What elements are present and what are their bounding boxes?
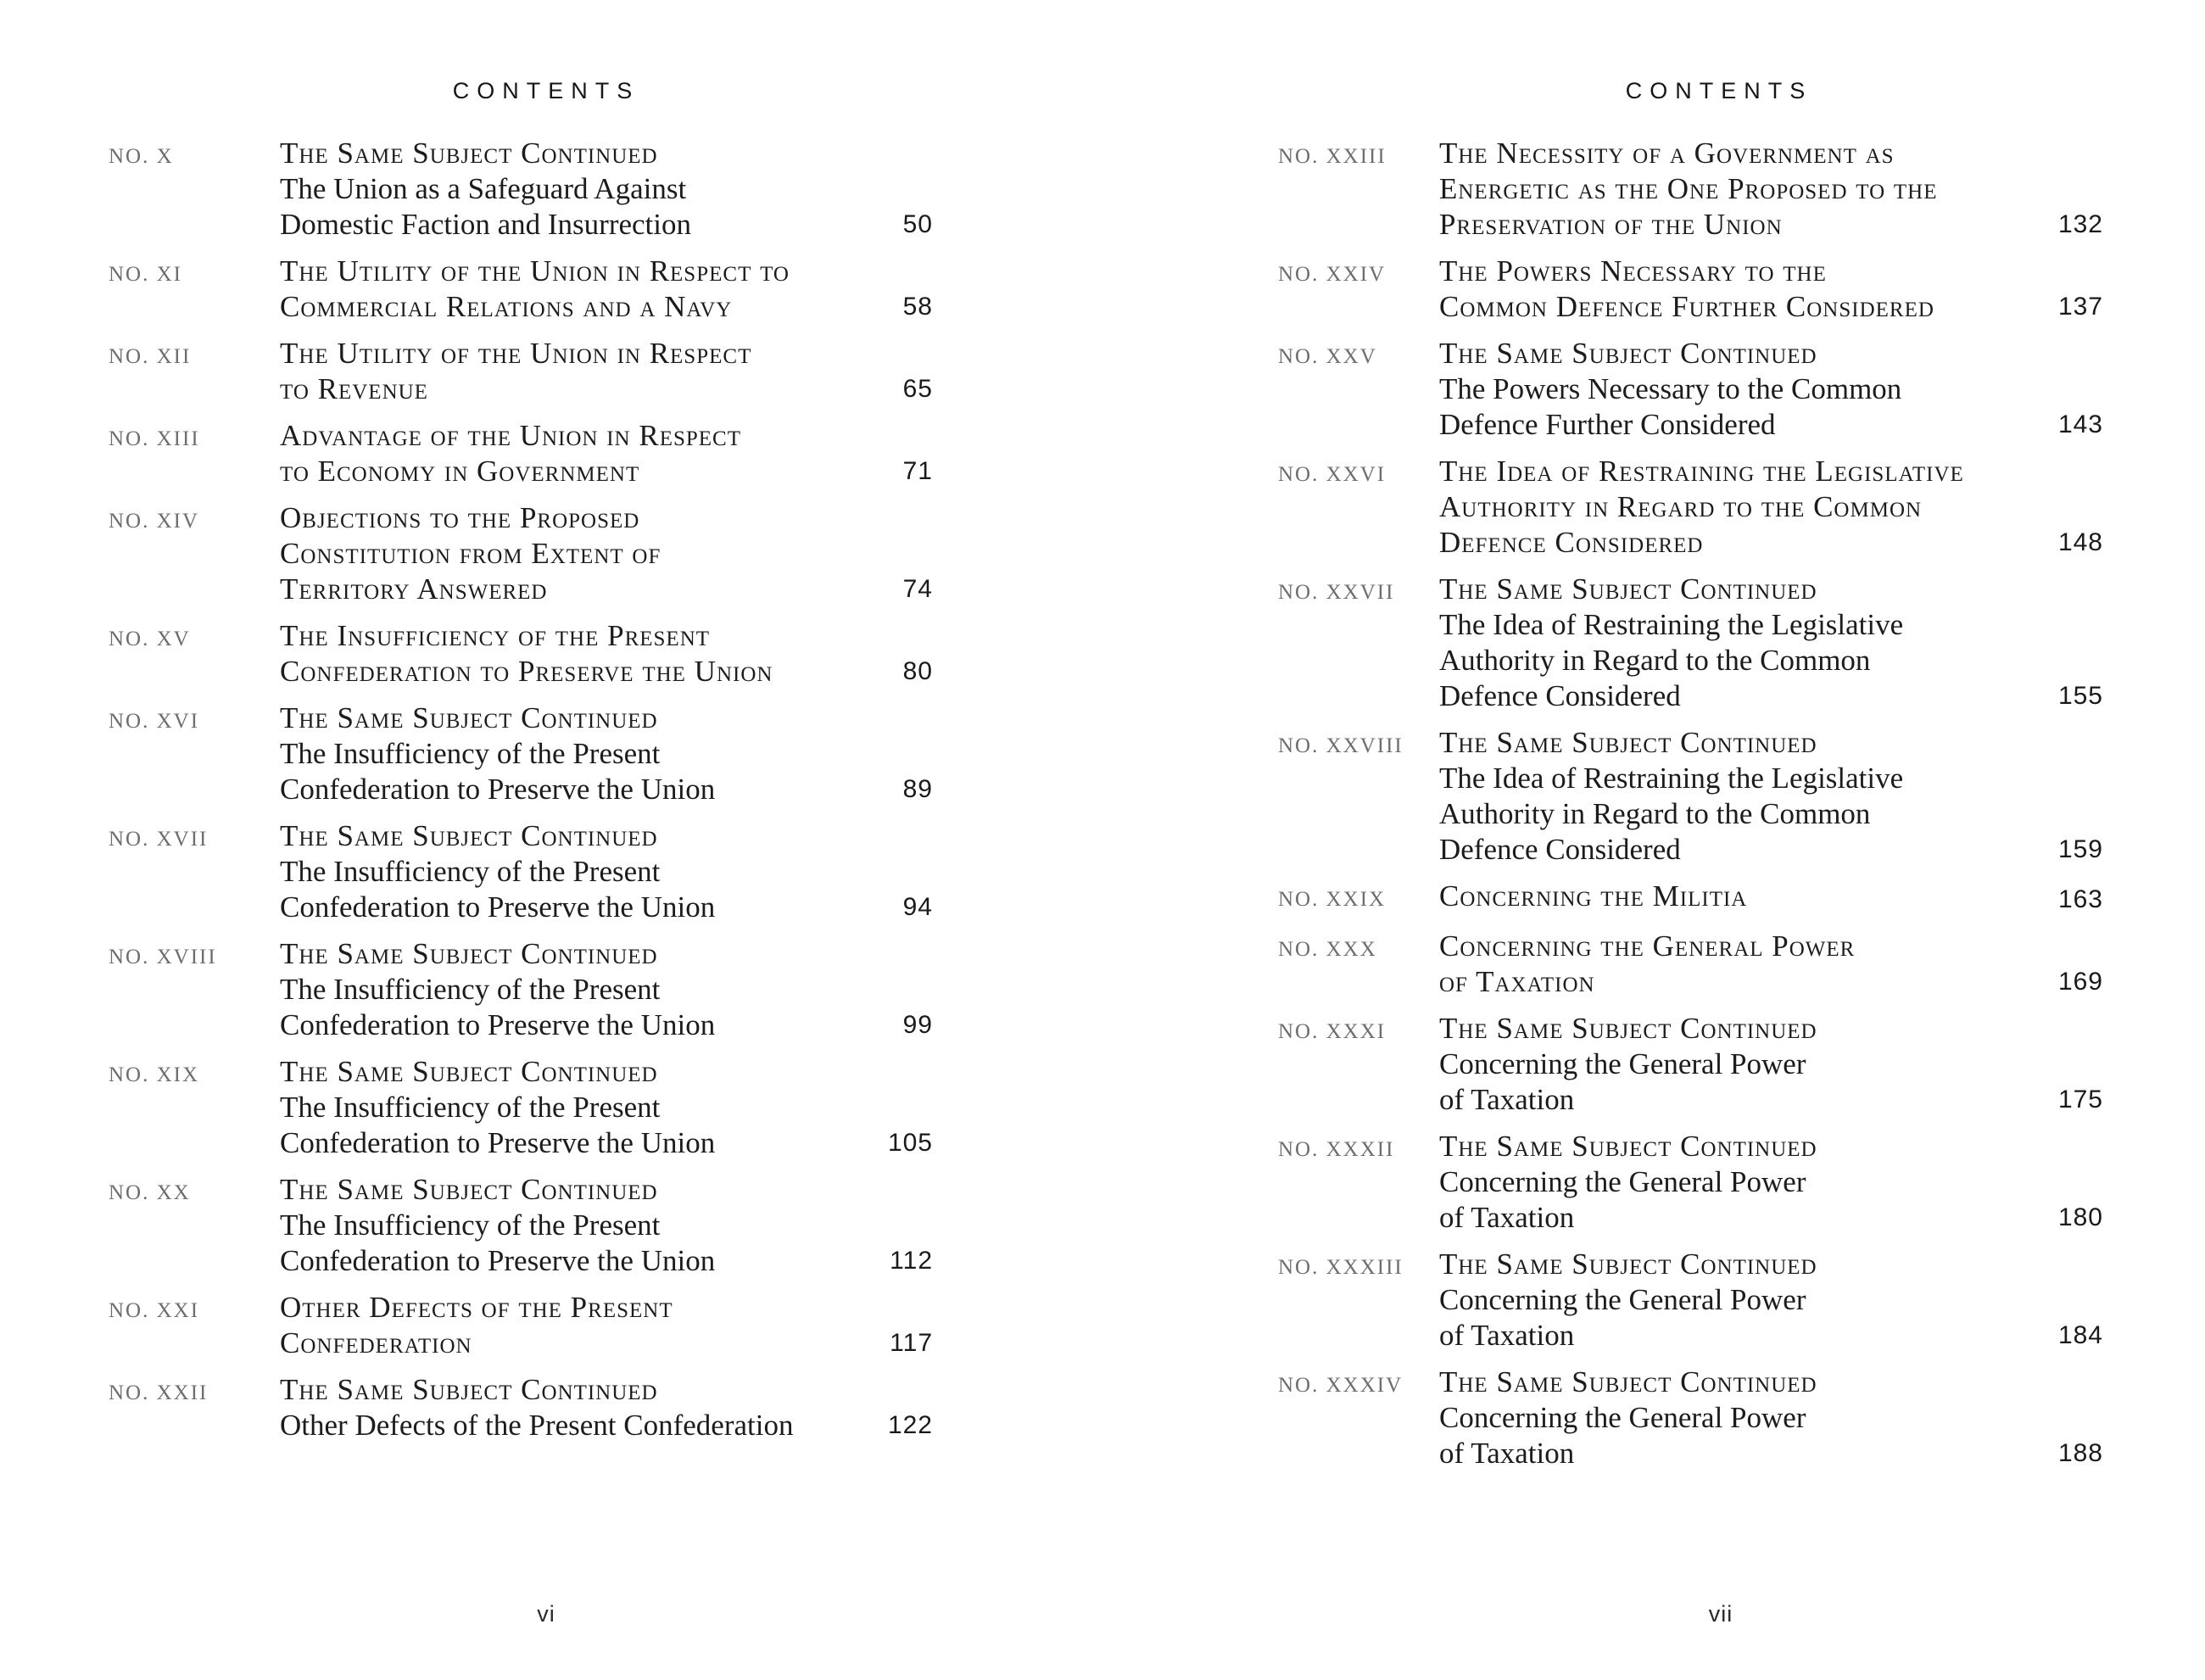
entry-title-line: Concerning the Militia	[1439, 879, 1748, 913]
entry-title-line: The Insufficiency of the Present	[280, 619, 711, 652]
entry-title-line: The Same Subject Continued	[1439, 1365, 1817, 1398]
entry-title-line: Concerning the General Power	[1439, 1283, 1806, 1316]
toc-entry	[1278, 1247, 2103, 1353]
toc-entry	[109, 500, 933, 607]
entry-page-number: 122	[887, 1411, 933, 1439]
entry-page-number: 80	[902, 657, 933, 685]
entry-page-number: 112	[890, 1247, 933, 1275]
entry-page-number: 117	[890, 1329, 933, 1357]
toc-entry	[109, 336, 933, 407]
entry-page-number: 65	[902, 375, 933, 403]
entry-number-label: NO. XXXIII	[1278, 1256, 1404, 1279]
entry-page-number: 137	[2057, 293, 2103, 321]
entry-title-line: The Insufficiency of the Present	[280, 973, 661, 1006]
entry-page-number: 99	[902, 1011, 933, 1039]
entry-number-label: NO. XXI	[109, 1299, 200, 1322]
entry-page-number: 163	[2057, 885, 2103, 913]
toc-entry	[109, 618, 933, 689]
page-title: CONTENTS	[452, 78, 640, 103]
entry-title-line: of Taxation	[1439, 1319, 1575, 1352]
entry-number-label: NO. XXIV	[1278, 263, 1387, 286]
entry-title-line: Objections to the Proposed	[280, 501, 640, 534]
toc-entry	[109, 1372, 933, 1443]
entry-title-line: Authority in Regard to the Common	[1439, 644, 1871, 677]
entry-title-line: The Same Subject Continued	[1439, 1130, 1817, 1163]
entry-title	[280, 818, 715, 925]
entry-number-label: NO. XXVI	[1278, 463, 1387, 486]
entry-number-label: NO. XI	[109, 263, 182, 286]
entry-title-line: The Idea of Restraining the Legislative	[1439, 608, 1904, 641]
entry-title-line: Authority in Regard to the Common	[1439, 490, 1923, 523]
entry-title-line: of Taxation	[1439, 1437, 1575, 1470]
entry-title	[280, 1290, 673, 1361]
toc-page	[1102, 0, 2205, 1680]
entry-page-number: 58	[902, 293, 933, 321]
entry-title	[280, 936, 715, 1043]
toc-entry	[1278, 929, 2103, 1000]
entry-title-line: of Taxation	[1439, 1201, 1575, 1234]
entry-number-label: NO. XVIII	[109, 946, 217, 968]
toc-entry	[1278, 336, 2103, 443]
toc-entry	[109, 1054, 933, 1161]
entry-title-line: Defence Further Considered	[1439, 408, 1776, 441]
toc-entry	[1278, 1011, 2103, 1118]
toc-entry	[1278, 1129, 2103, 1236]
entry-number-label: NO. X	[109, 145, 174, 168]
entry-title	[280, 500, 661, 607]
toc-page	[0, 0, 1102, 1680]
entry-number-label: NO. XVII	[109, 828, 209, 851]
entry-number-label: NO. XIX	[109, 1063, 200, 1086]
toc-entry	[1278, 572, 2103, 714]
entry-page-number: 71	[902, 457, 933, 485]
entry-title-line: The Same Subject Continued	[280, 1173, 658, 1206]
entry-title	[280, 136, 691, 243]
entry-title-line: Concerning the General Power	[1439, 1047, 1806, 1080]
entry-title-line: Other Defects of the Present Confederation	[280, 1409, 794, 1442]
toc-entry	[109, 936, 933, 1043]
entry-title-line: Concerning the General Power	[1439, 1165, 1806, 1198]
entry-title	[280, 618, 773, 689]
entry-title-line: The Same Subject Continued	[280, 137, 658, 170]
entry-title-line: Confederation to Preserve the Union	[280, 773, 716, 806]
entry-title	[1439, 929, 1855, 1000]
entry-title-line: Constitution from Extent of	[280, 537, 662, 570]
entry-title-line: to Economy in Government	[280, 455, 640, 488]
toc-entry	[109, 254, 933, 325]
entry-title-line: Domestic Faction and Insurrection	[280, 208, 692, 241]
entry-title	[280, 1372, 793, 1443]
entry-title-line: The Powers Necessary to the	[1439, 254, 1827, 287]
entry-title	[280, 254, 790, 325]
entry-title-line: The Utility of the Union in Respect	[280, 337, 752, 370]
entry-title-line: Confederation	[280, 1326, 472, 1359]
toc-entry	[109, 818, 933, 925]
entry-title	[1439, 136, 1937, 243]
entry-title	[280, 1172, 715, 1279]
entry-title-line: The Powers Necessary to the Common	[1439, 372, 1902, 405]
entry-number-label: NO. XXX	[1278, 938, 1377, 961]
toc-entry	[1278, 725, 2103, 868]
entry-number-label: NO. XIV	[109, 510, 200, 533]
entry-title-line: The Same Subject Continued	[1439, 1247, 1817, 1281]
entry-title	[1439, 454, 1964, 561]
entry-page-number: 74	[902, 575, 933, 603]
entry-page-number: 132	[2057, 210, 2103, 238]
entry-page-number: 175	[2057, 1086, 2103, 1113]
entry-title-line: The Idea of Restraining the Legislative	[1439, 762, 1904, 795]
entry-title-line: of Taxation	[1439, 965, 1595, 998]
page-title: CONTENTS	[1625, 78, 1813, 103]
entry-number-label: NO. XXXI	[1278, 1020, 1387, 1043]
entry-number-label: NO. XXIII	[1278, 145, 1387, 168]
entry-title-line: of Taxation	[1439, 1083, 1575, 1116]
entry-title-line: Advantage of the Union in Respect	[280, 419, 742, 452]
entry-title	[1439, 1129, 1817, 1236]
entry-title-line: Concerning the General Power	[1439, 929, 1856, 963]
entry-title-line: Concerning the General Power	[1439, 1401, 1806, 1434]
entry-title-line: The Same Subject Continued	[280, 937, 658, 970]
entry-title-line: Energetic as the One Proposed to the	[1439, 172, 1938, 205]
toc-entry	[109, 136, 933, 243]
entry-title	[280, 336, 751, 407]
entry-title-line: Confederation to Preserve the Union	[280, 1244, 716, 1277]
toc-entry	[1278, 254, 2103, 325]
entry-title-line: The Idea of Restraining the Legislative	[1439, 455, 1964, 488]
entry-title-line: The Same Subject Continued	[280, 1055, 658, 1088]
entry-number-label: NO. XXIX	[1278, 888, 1387, 911]
entry-title-line: The Insufficiency of the Present	[280, 855, 661, 888]
entry-page-number: 184	[2057, 1321, 2103, 1349]
entry-title-line: Authority in Regard to the Common	[1439, 797, 1871, 830]
entry-title	[280, 700, 715, 807]
page-number: vii	[1708, 1601, 1733, 1627]
toc-entries	[1278, 136, 2103, 1482]
entry-title-line: The Utility of the Union in Respect to	[280, 254, 790, 287]
entry-number-label: NO. XX	[109, 1181, 191, 1204]
entry-title-line: Preservation of the Union	[1439, 208, 1783, 241]
toc-entry	[1278, 136, 2103, 243]
entry-title	[1439, 336, 1901, 443]
entry-title-line: The Same Subject Continued	[1439, 726, 1817, 759]
entry-title-line: Confederation to Preserve the Union	[280, 890, 716, 924]
entry-title-line: The Same Subject Continued	[1439, 1012, 1817, 1045]
entry-title	[280, 418, 741, 489]
entry-title	[1439, 725, 1903, 868]
entry-page-number: 148	[2057, 528, 2103, 556]
entry-title-line: Defence Considered	[1439, 833, 1681, 866]
entry-title-line: Territory Answered	[280, 572, 548, 606]
entry-number-label: NO. XXVIII	[1278, 734, 1404, 757]
entry-page-number: 155	[2057, 682, 2103, 710]
entry-number-label: NO. XXV	[1278, 345, 1377, 368]
toc-entry	[1278, 454, 2103, 561]
toc-entry	[1278, 879, 2103, 918]
toc-entry	[109, 418, 933, 489]
entry-title-line: Other Defects of the Present	[280, 1291, 673, 1324]
entry-title-line: Common Defence Further Considered	[1439, 290, 1934, 323]
entry-page-number: 180	[2057, 1203, 2103, 1231]
entry-number-label: NO. XVI	[109, 710, 200, 733]
entry-title-line: Confederation to Preserve the Union	[280, 1008, 716, 1041]
entry-page-number: 94	[902, 893, 933, 921]
entry-page-number: 89	[902, 775, 933, 803]
entry-title	[1439, 1011, 1817, 1118]
toc-entry	[109, 1290, 933, 1361]
entry-number-label: NO. XIII	[109, 427, 200, 450]
entry-title-line: The Union as a Safeguard Against	[280, 172, 687, 205]
entry-title-line: The Same Subject Continued	[280, 701, 658, 734]
entry-title	[1439, 1247, 1817, 1353]
page-number: vi	[537, 1601, 555, 1627]
entry-title-line: Confederation to Preserve the Union	[280, 655, 773, 688]
toc-entry	[109, 1172, 933, 1279]
entry-page-number: 188	[2057, 1439, 2103, 1467]
toc-entry	[109, 700, 933, 807]
entry-page-number: 50	[902, 210, 933, 238]
entry-page-number: 105	[887, 1129, 933, 1157]
entry-title-line: The Necessity of a Government as	[1439, 137, 1895, 170]
entry-title-line: Defence Considered	[1439, 526, 1704, 559]
entry-title-line: to Revenue	[280, 372, 428, 405]
entry-number-label: NO. XII	[109, 345, 192, 368]
entry-page-number: 169	[2057, 968, 2103, 996]
entry-title-line: The Insufficiency of the Present	[280, 737, 661, 770]
entry-number-label: NO. XXVII	[1278, 581, 1395, 604]
toc-entries	[109, 136, 933, 1454]
entry-title-line: The Same Subject Continued	[280, 1373, 658, 1406]
entry-title	[1439, 572, 1903, 714]
entry-number-label: NO. XXXII	[1278, 1138, 1395, 1161]
entry-page-number: 143	[2057, 410, 2103, 438]
entry-title-line: The Same Subject Continued	[280, 819, 658, 852]
entry-title-line: The Same Subject Continued	[1439, 337, 1817, 370]
entry-title	[1439, 879, 1747, 914]
entry-title-line: The Insufficiency of the Present	[280, 1091, 661, 1124]
entry-title-line: Confederation to Preserve the Union	[280, 1126, 716, 1159]
toc-entry	[1278, 1365, 2103, 1471]
entry-title	[280, 1054, 715, 1161]
entry-title-line: The Same Subject Continued	[1439, 572, 1817, 606]
entry-number-label: NO. XXII	[109, 1381, 209, 1404]
entry-page-number: 159	[2057, 835, 2103, 863]
entry-title-line: Commercial Relations and a Navy	[280, 290, 733, 323]
entry-title	[1439, 254, 1934, 325]
entry-title-line: Defence Considered	[1439, 679, 1681, 712]
entry-title	[1439, 1365, 1817, 1471]
entry-title-line: The Insufficiency of the Present	[280, 1208, 661, 1242]
entry-number-label: NO. XXXIV	[1278, 1374, 1404, 1397]
entry-number-label: NO. XV	[109, 628, 191, 650]
